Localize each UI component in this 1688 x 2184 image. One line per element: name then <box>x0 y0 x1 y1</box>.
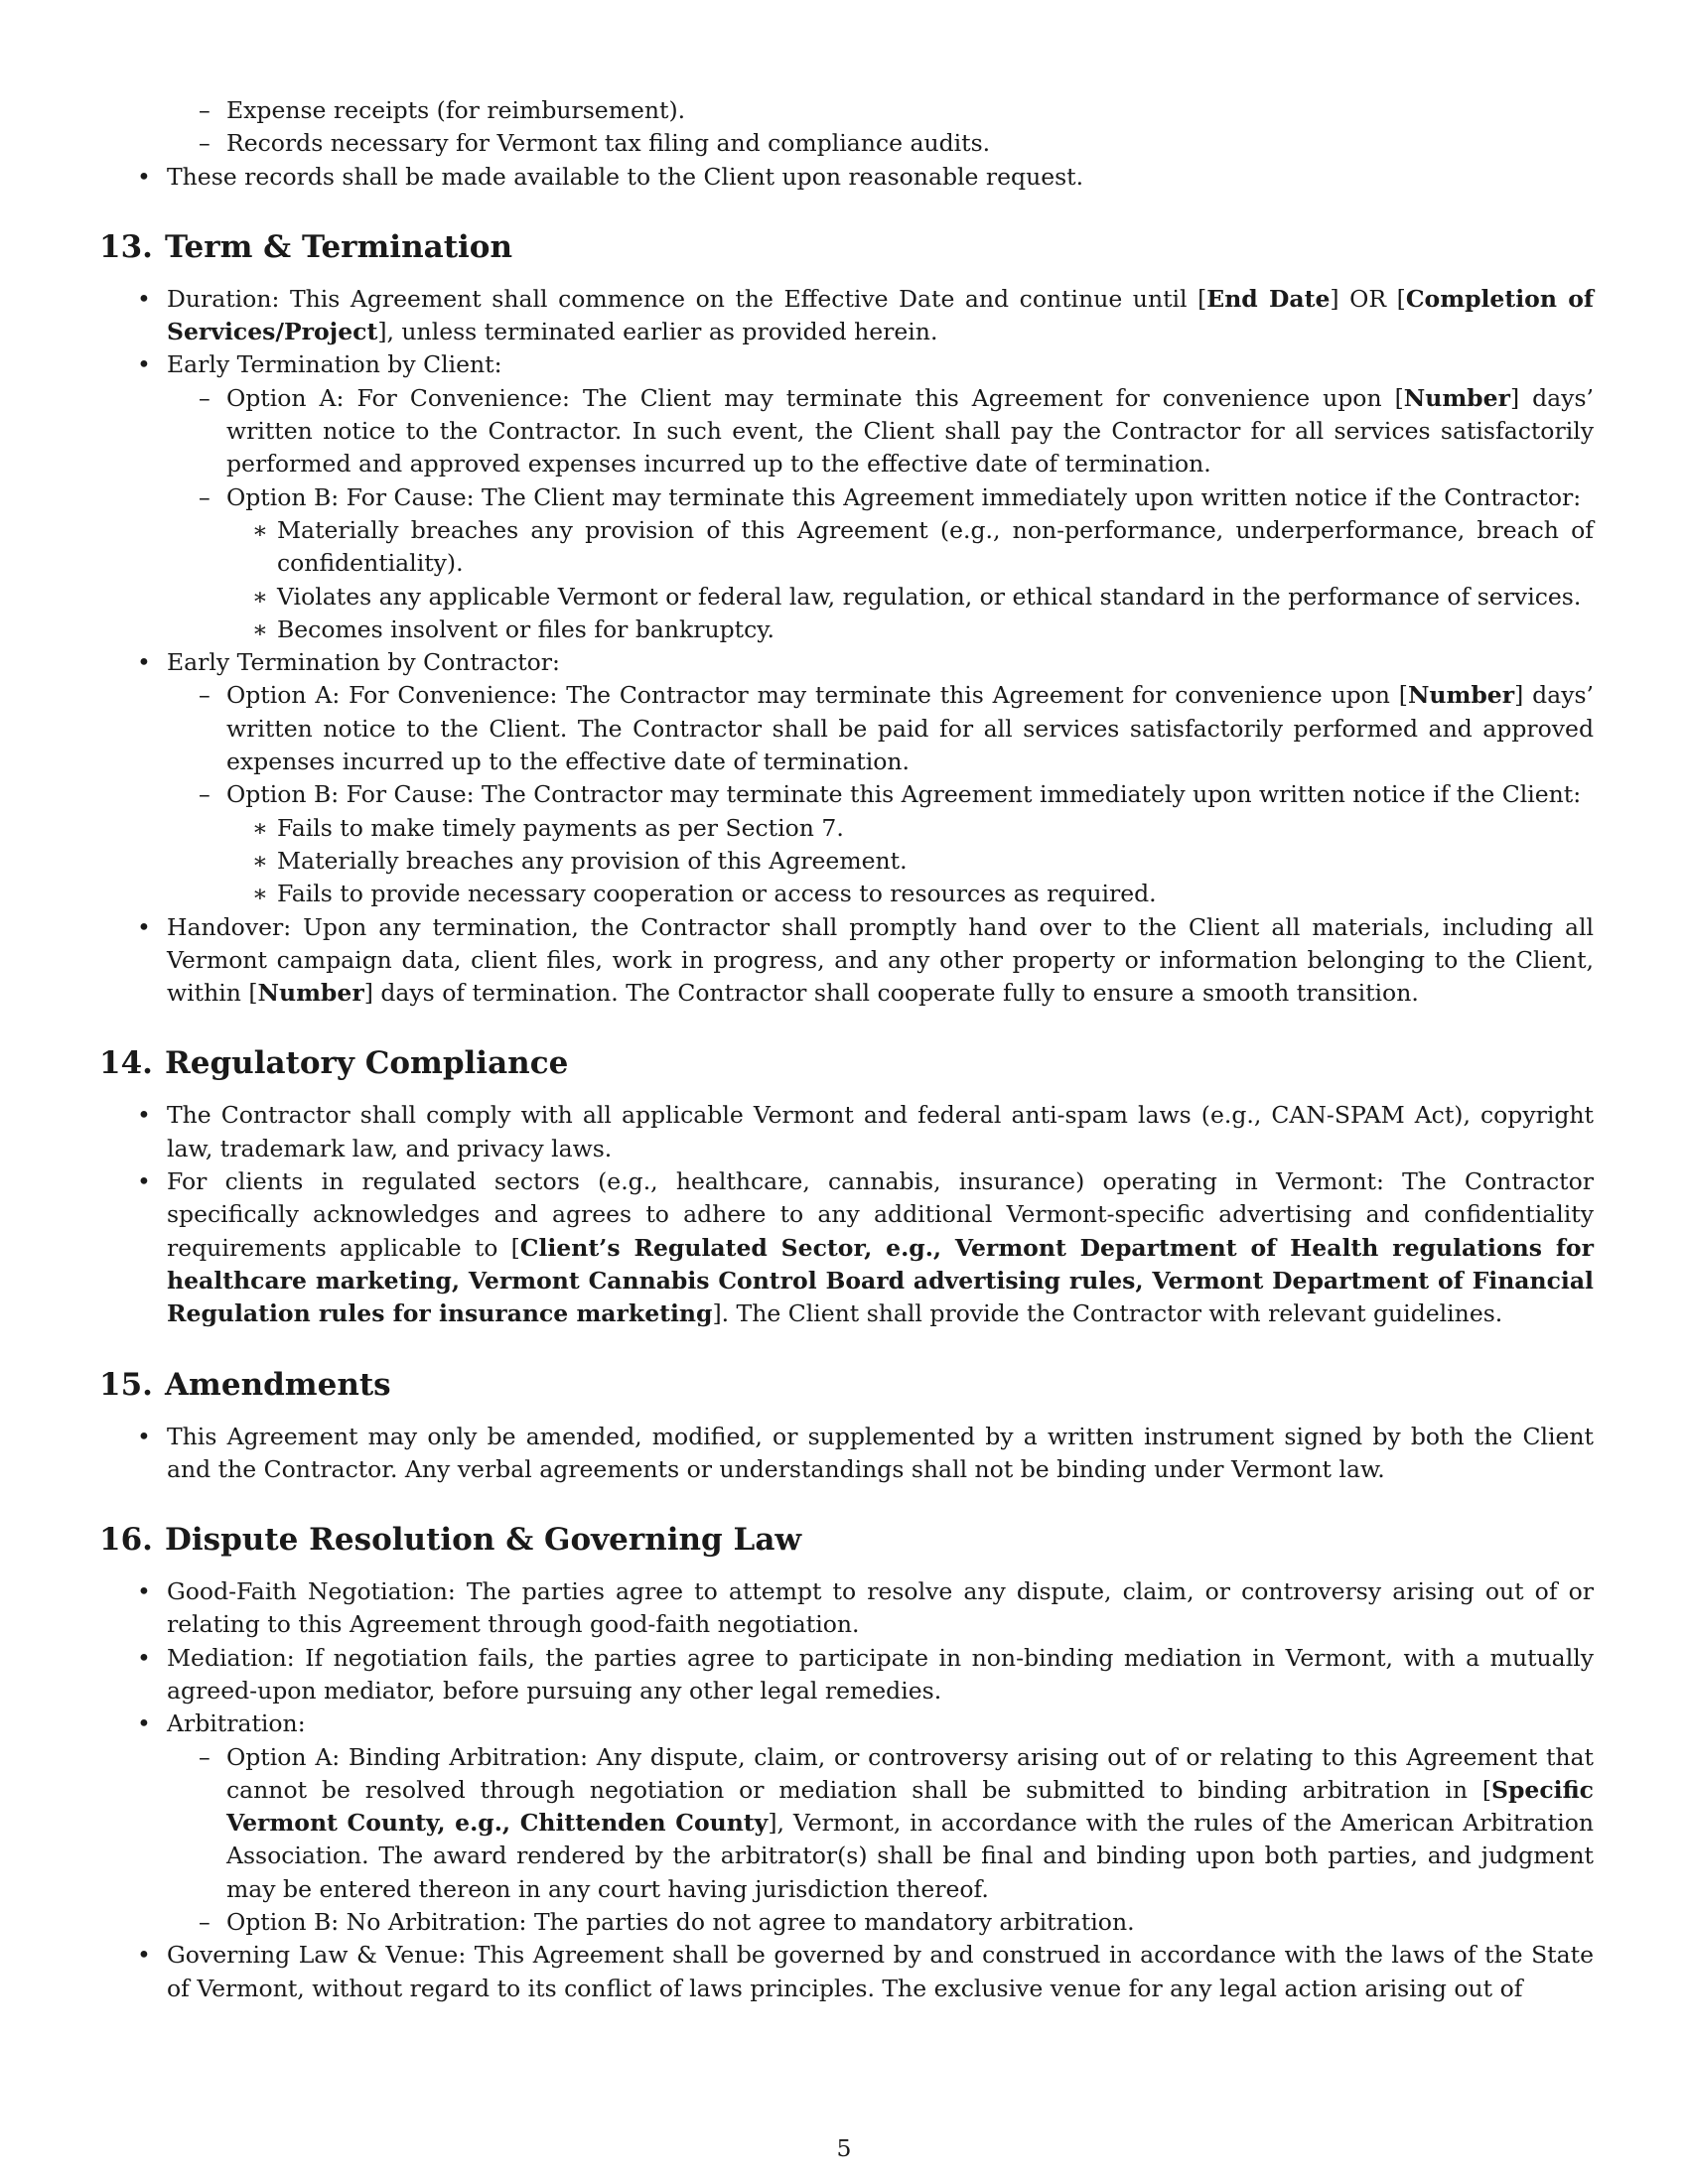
placeholder-field: Number <box>1403 383 1510 412</box>
section-14-list <box>99 1099 1594 1330</box>
section-number: 13. <box>99 228 153 265</box>
list-item: • Good-Faith Negotiation: The parties agree to attempt to resolve any dispute, claim, or controversy arising out of or relating to this Agreement through good-faith negotiation. <box>99 1575 1594 1642</box>
section-heading-14 <box>99 1043 1594 1083</box>
list-item <box>99 348 1594 646</box>
text-span: Option A: Binding Arbitration: Any dispute, claim, or controversy arising out of or relating to this Agreement that cannot be resolved through negotiation or mediation shall be submitted to binding arbitration in [ <box>226 1742 1594 1804</box>
placeholder-field: Specific Vermont County, e.g., Chittenden County <box>226 1775 1594 1838</box>
placeholder-field: Client’s Regulated Sector, e.g., Vermont Department of Health regulations for healthcare marketing, Vermont Cannabis Control Board advertising rules, Vermont Department of Financial Regulation rules for insurance marketing <box>167 1233 1594 1328</box>
list-item <box>167 679 1594 778</box>
client-termination-sublist <box>167 382 1594 646</box>
list-label: Early Termination by Client: <box>167 350 502 379</box>
text-span: ] days’ written notice to the Client. The Contractor shall be paid for all services satisfactorily performed and approved expenses incurred up to the effective date of termination. <box>226 681 1594 776</box>
text-span: Option A: For Convenience: The Client may terminate this Agreement for convenience upon [ <box>226 383 1404 412</box>
text-span: ], Vermont, in accordance with the rules of the American Arbitration Association. The award rendered by the arbitrator(s) shall be final and binding upon both parties, and judgment may be entered thereon in any court having jurisdiction thereof. <box>226 1809 1595 1903</box>
list-item: • The Contractor shall comply with all applicable Vermont and federal anti-spam laws (e.g., CAN-SPAM Act), copyright law, trademark law, and privacy laws. <box>99 1099 1594 1165</box>
list-item: ∗ Violates any applicable Vermont or federal law, regulation, or ethical standard in the performance of services. <box>226 581 1594 614</box>
list-item <box>99 94 1594 161</box>
list-item <box>99 1165 1594 1330</box>
list-label: Arbitration: <box>167 1709 306 1738</box>
list-item: • This Agreement may only be amended, modified, or supplemented by a written instrument signed by both the Client and the Contractor. Any verbal agreements or understandings shall not be binding under Vermont law. <box>99 1421 1594 1487</box>
list-item <box>167 1741 1594 1906</box>
list-item: • Governing Law & Venue: This Agreement shall be governed by and construed in accordance with the laws of the State of Vermont, without regard to its conflict of laws principles. The exclusive venue for any legal action arising out of <box>99 1939 1594 2005</box>
list-item: – Records necessary for Vermont tax filing and compliance audits. <box>167 127 1594 160</box>
section-title: Amendments <box>165 1366 391 1403</box>
text-span: ], unless terminated earlier as provided herein. <box>377 318 938 346</box>
section-heading-15 <box>99 1365 1594 1405</box>
list-label: Early Termination by Contractor: <box>167 648 560 677</box>
list-item: – Expense receipts (for reimbursement). <box>167 94 1594 127</box>
text-span: Handover: Upon any termination, the Contractor shall promptly hand over to the Client all materials, including all Vermont campaign data, client files, work in progress, and any other property or information belonging to the Client, within [ <box>167 912 1594 1008</box>
records-sublist <box>167 94 1594 161</box>
section-heading-16 <box>99 1520 1594 1560</box>
list-item <box>167 778 1594 910</box>
cause-sublist <box>226 514 1594 646</box>
list-item <box>99 1707 1594 1939</box>
cause-sublist <box>226 812 1594 911</box>
list-item <box>167 481 1594 646</box>
list-item <box>99 283 1594 349</box>
placeholder-field: End Date <box>1206 284 1331 313</box>
section-title: Regulatory Compliance <box>165 1045 569 1082</box>
placeholder-field: Completion of Services/Project <box>167 284 1594 346</box>
page-number: 5 <box>836 2134 852 2162</box>
text-span: Duration: This Agreement shall commence on the Effective Date and continue until [ <box>167 284 1207 313</box>
contractor-termination-sublist <box>167 679 1594 910</box>
section-15-list <box>99 1421 1594 1487</box>
arbitration-sublist <box>167 1741 1594 1940</box>
list-item: • Mediation: If negotiation fails, the parties agree to participate in non-binding mediation in Vermont, with a mutually agreed-upon mediator, before pursuing any other legal remedies. <box>99 1642 1594 1708</box>
section-title: Dispute Resolution & Governing Law <box>165 1522 802 1559</box>
list-item: ∗ Materially breaches any provision of this Agreement. <box>226 845 1594 878</box>
section-16-list <box>99 1575 1594 2005</box>
text-span: ]. The Client shall provide the Contractor with relevant guidelines. <box>712 1299 1503 1328</box>
list-item: – Option B: No Arbitration: The parties do not agree to mandatory arbitration. <box>167 1906 1594 1939</box>
text-span: ] days’ written notice to the Contractor. In such event, the Client shall pay the Contractor for all services satisfactorily performed and approved expenses incurred up to the effective date of termination. <box>226 383 1594 478</box>
list-item: • These records shall be made available to the Client upon reasonable request. <box>99 161 1594 194</box>
text-span: Option A: For Convenience: The Contractor may terminate this Agreement for convenience upon [ <box>226 681 1408 710</box>
list-item: ∗ Fails to make timely payments as per Section 7. <box>226 812 1594 845</box>
list-item: ∗ Becomes insolvent or files for bankruptcy. <box>226 614 1594 646</box>
document-page <box>99 94 1594 2005</box>
placeholder-field: Number <box>1407 681 1515 710</box>
text-span: ] OR [ <box>1330 284 1406 313</box>
text-span: For clients in regulated sectors (e.g., healthcare, cannabis, insurance) operating in Vermont: The Contractor specifically acknowledges and agrees to adhere to any additional Vermont-specific advertising and confidentiality requirements applicable to [ <box>167 1167 1594 1262</box>
section-heading-13 <box>99 227 1594 267</box>
section-number: 16. <box>99 1522 153 1559</box>
list-item <box>167 382 1594 481</box>
section-13-list <box>99 283 1594 1011</box>
records-list <box>99 94 1594 194</box>
section-number: 15. <box>99 1366 153 1403</box>
text-span: Option B: For Cause: The Client may terminate this Agreement immediately upon written notice if the Contractor: <box>226 482 1582 511</box>
section-title: Term & Termination <box>165 228 513 265</box>
list-item: ∗ Fails to provide necessary cooperation or access to resources as required. <box>226 878 1594 910</box>
list-item: ∗ Materially breaches any provision of this Agreement (e.g., non-performance, underperformance, breach of confidentiality). <box>226 514 1594 581</box>
text-span: ] days of termination. The Contractor shall cooperate fully to ensure a smooth transition. <box>363 979 1419 1008</box>
list-item <box>99 646 1594 910</box>
text-span: Option B: For Cause: The Contractor may terminate this Agreement immediately upon written notice if the Client: <box>226 780 1582 809</box>
section-number: 14. <box>99 1045 153 1082</box>
placeholder-field: Number <box>257 979 364 1008</box>
list-item <box>99 911 1594 1011</box>
